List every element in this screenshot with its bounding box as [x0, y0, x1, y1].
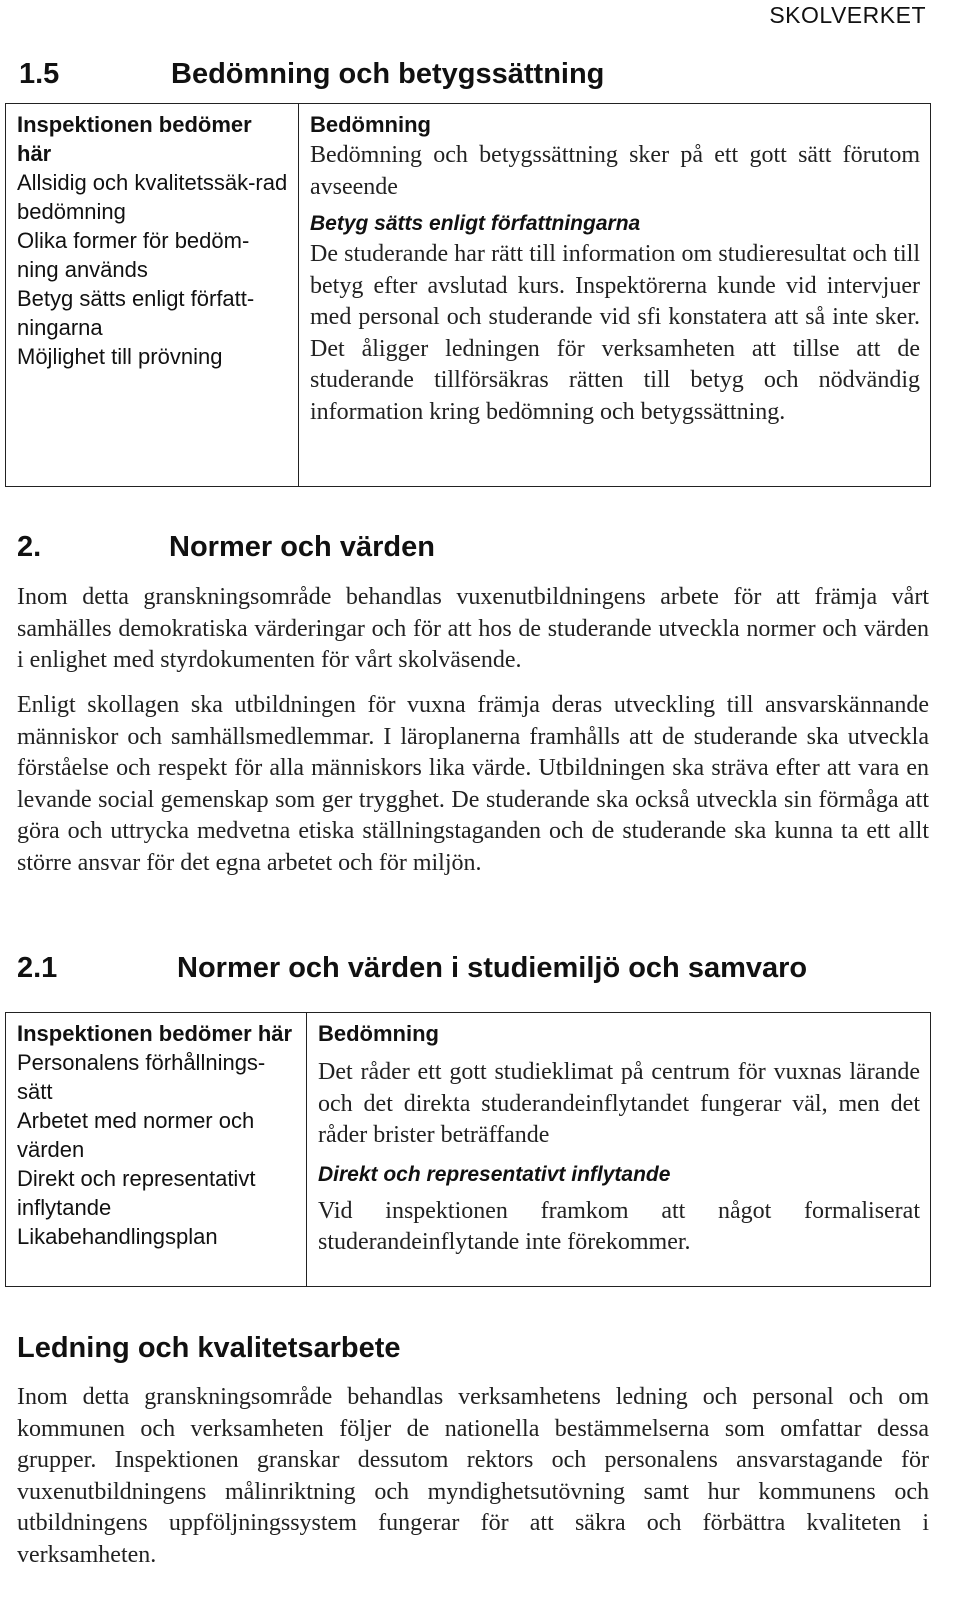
- criteria-heading: Inspektionen bedömer här: [17, 1021, 293, 1046]
- assessment-cell: [299, 104, 931, 487]
- body-paragraph: Inom detta granskningsområde behandlas vuxenutbildningens arbete för att främja vårt samhälles demokratiska värderingar och för att hos de studerande utveckla normer och värden i enlighet med styrdokumenten för vårt skolväsende.: [17, 584, 929, 673]
- section-heading-1-5: [19, 60, 604, 89]
- assessment-intro: Bedömning och betygssättning sker på ett gott sätt förutom avseende: [310, 142, 920, 200]
- assessment-body: De studerande har rätt till information om studieresultat och till betyg efter avslutad kurs. Inspektörerna kunde vid intervjuer med personal och studerande vid sfi konstatera att så inte sker. Det åligger ledningen för verksamheten att tillse att de studerande tillförsäkras rätten till betyg och nödvändig information kring bedömning och betygssättning.: [310, 241, 920, 425]
- section-title: Bedömning och betygssättning: [171, 58, 605, 90]
- criteria-heading: Inspektionen bedömer här: [17, 112, 252, 166]
- section-number: 1.5: [19, 58, 60, 90]
- section-heading-2-1: [17, 954, 807, 983]
- criteria-item: Olika former för bedöm-ning används: [17, 228, 250, 282]
- body-paragraph: Inom detta granskningsområde behandlas verksamhetens ledning och personal och om kommunen och verksamheten följer de nationella bestämmelserna som omfattar dessa grupper. Inspektionen granskar dessutom rektors och personalens ansvarstagande för vuxenutbildningens målinriktning och myndighetsutövning samt hur kommunens och utbildningens uppföljningssystem fungerar för att säkra och förbättra kvaliteten i verksamheten.: [17, 1384, 929, 1568]
- section-heading-2: [17, 533, 435, 562]
- assessment-label: Bedömning: [318, 1021, 439, 1046]
- assessment-subheading: Betyg sätts enligt författningarna: [310, 212, 641, 235]
- header-brand: SKOLVERKET: [769, 2, 926, 28]
- criteria-item: Likabehandlingsplan: [17, 1224, 218, 1249]
- assessment-body: Vid inspektionen framkom att något formaliserat studerandeinflytande inte förekommer.: [318, 1197, 920, 1255]
- assessment-label: Bedömning: [310, 112, 431, 137]
- assessment-intro: Det råder ett gott studieklimat på centrum för vuxnas lärande och det direkta studerandeinflytandet fungerar väl, men det råder brister beträffande: [318, 1059, 920, 1148]
- assessment-table-2-1: [5, 1012, 931, 1287]
- section-heading-ledning: Ledning och kvalitetsarbete: [17, 1332, 401, 1364]
- criteria-item: Personalens förhållnings-sätt: [17, 1050, 266, 1104]
- criteria-item: Betyg sätts enligt författ-ningarna: [17, 286, 255, 340]
- assessment-cell: [307, 1013, 931, 1287]
- criteria-item: Direkt och representativt inflytande: [17, 1166, 256, 1220]
- inspection-criteria-cell: [6, 1013, 307, 1287]
- inspection-criteria-cell: [6, 104, 299, 487]
- body-paragraph: Enligt skollagen ska utbildningen för vuxna främja deras utveckling till ansvarskännande människor och samhällsmedlemmar. I läroplanerna framhålls att de studerande ska utveckla förståelse och respekt för alla människors lika värde. Utbildningen ska sträva efter att vara en levande social gemenskap som ger trygghet. De studerande ska också utveckla sin förmåga att göra och uttrycka medvetna etiska ställningstaganden och de studerande ska kunna ta ett allt större ansvar för det egna arbetet och för miljön.: [17, 692, 929, 876]
- section-title: Normer och värden i studiemiljö och samvaro: [177, 952, 808, 984]
- assessment-subheading: Direkt och representativt inflytande: [318, 1162, 671, 1186]
- section-title: Normer och värden: [169, 531, 435, 563]
- criteria-item: Möjlighet till prövning: [17, 344, 223, 369]
- section-number: 2.: [17, 531, 42, 563]
- assessment-table-1-5: [5, 103, 931, 487]
- section-number: 2.1: [17, 952, 58, 984]
- criteria-item: Allsidig och kvalitetssäk-rad bedömning: [17, 170, 288, 224]
- criteria-item: Arbetet med normer och värden: [17, 1108, 255, 1162]
